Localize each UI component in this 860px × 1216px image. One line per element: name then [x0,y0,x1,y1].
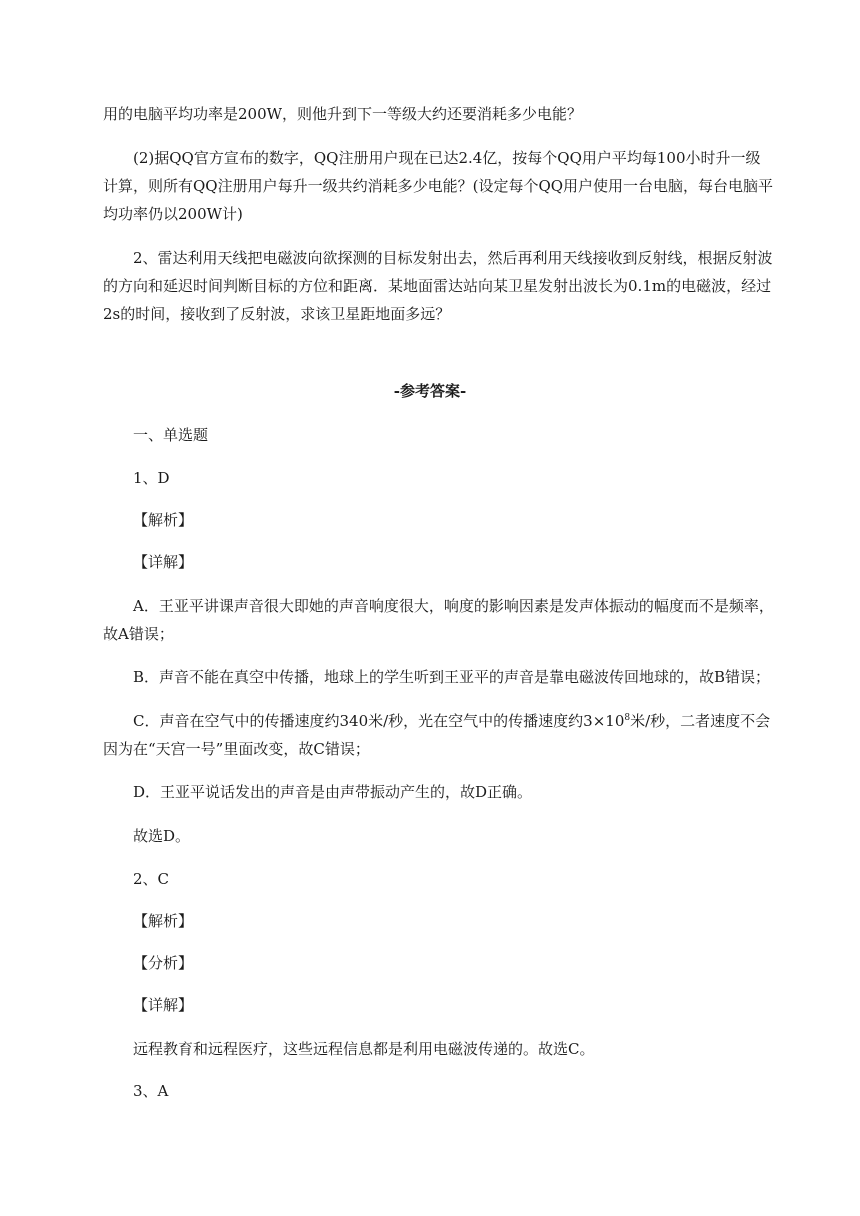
answer-3-head: 3、A [133,1082,169,1100]
answer-2-xiangjie: 【详解】 [133,996,194,1014]
answer-1-option-c-line-1 [133,711,833,731]
radar-line-1: 2、雷达利用天线把电磁波向欲探测的目标发射出去，然后再利用天线接收到反射线，根据反射波 [133,249,773,267]
answers-title: -参考答案- [393,382,467,400]
answer-1-conclusion: 故选D。 [133,827,191,845]
radar-line-2-text: 的方向和延迟时间判断目标的方位和距离．某地面雷达站向某卫星发射出波长为 [103,277,629,295]
answer-1-head: 1、D [133,469,170,487]
answer-1-option-d: D．王亚平说话发出的声音是由声带振动产生的，故D正确。 [133,783,533,801]
q2-line-1: (2)据QQ官方宣布的数字，QQ注册用户现在已达2.4亿，按每个QQ用户平均每100小时升一级 [133,149,761,167]
answer-1-option-c-line-2: 因为在“天宫一号”里面改变，故C错误； [103,740,370,758]
section-heading: 一、单选题 [133,426,209,444]
answer-2-jiexi: 【解析】 [133,912,194,930]
light-speed-exponent: 8 [624,713,631,723]
answer-2-fenxi: 【分析】 [133,954,194,972]
q2-line-3: 均功率仍以200W计) [103,205,243,223]
answer-1-option-b: B．声音不能在真空中传播，地球上的学生听到王亚平的声音是靠电磁波传回地球的，故B错误； [133,668,771,686]
radar-line-2-end: 的电磁波，经过 [666,277,772,295]
light-speed-value: 3×10 [583,712,625,730]
wavelength-value: 0.1m [628,277,667,295]
answer-2-head: 2、C [133,870,170,888]
radar-line-3-text: 的时间，接收到了反射波，求该卫星距地面多远？ [120,305,451,323]
q1-tail-text: 用的电脑平均功率是200W，则他升到下一等级大约还要消耗多少电能？ [103,105,583,123]
answer-1-option-a-line-1: A．王亚平讲课声音很大即她的声音响度很大，响度的影响因素是发声体振动的幅度而不是频率， [133,597,774,615]
radar-line-3 [103,304,803,324]
time-value: 2s [103,305,121,323]
answer-1-xiangjie: 【详解】 [133,553,194,571]
answer-2-text: 远程教育和远程医疗，这些远程信息都是利用电磁波传递的。故选C。 [133,1040,595,1058]
radar-line-2 [103,276,803,296]
answer-1-jiexi: 【解析】 [133,511,194,529]
option-c-text-a: C．声音在空气中的传播速度约340米/秒，光在空气中的传播速度约 [133,712,584,730]
answer-1-option-a-line-2: 故A错误； [103,625,174,643]
q2-line-2: 计算，则所有QQ注册用户每升一级共约消耗多少电能？(设定每个QQ用户使用一台电脑，每台电脑平 [103,177,774,195]
option-c-text-b: 米/秒，二者速度不会 [630,712,771,730]
